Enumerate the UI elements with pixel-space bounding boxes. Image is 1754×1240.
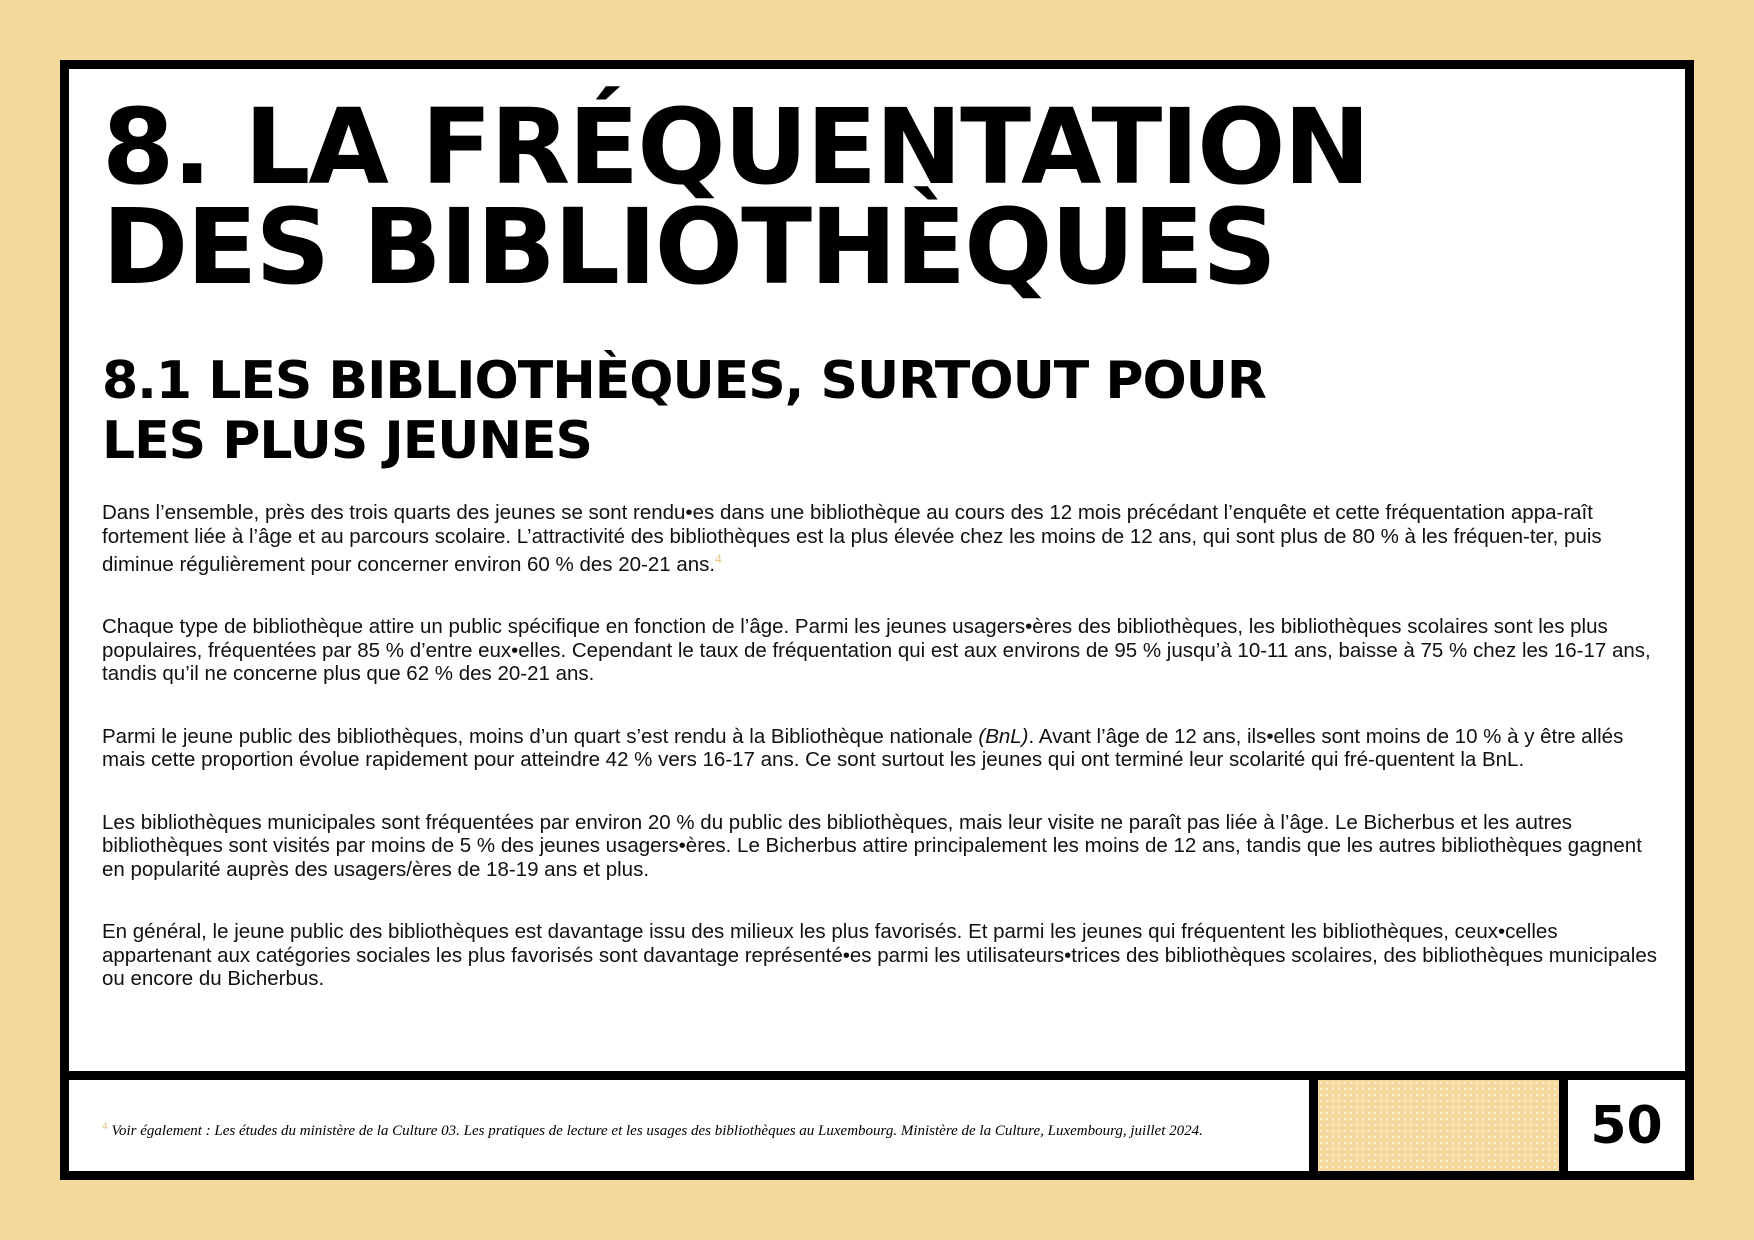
page-title-line-2: DES BIBLIOTHÈQUES [102, 186, 1275, 308]
paragraph-1 [102, 501, 1662, 576]
section-heading-line-1: 8.1 LES BIBLIOTHÈQUES, SURTOUT POUR [102, 351, 1266, 411]
dotted-pattern-panel [1318, 1080, 1568, 1171]
page-number: 50 [1590, 1095, 1663, 1156]
body-text [102, 501, 1662, 1030]
bnl-abbreviation: (BnL) [978, 724, 1029, 748]
page-title [102, 86, 1369, 308]
paragraph-3-text-end: . Avant l’âge de 12 ans, ils•elles sont moins de 10 % à y être allés mais cette proportion évolue rapidement pour atteindre 42 % vers 16-17 ans. Ce sont surtout les jeunes qui ont terminé leur scolarité qui fré-quentent la BnL. [102, 724, 1624, 772]
paragraph-3-text-start: Parmi le jeune public des bibliothèques, moins d’un quart s’est rendu à la Bibliothèque nationale [102, 724, 979, 748]
footnote-text: Voir également : Les études du ministère de la Culture 03. Les pratiques de lecture et les usages des bibliothèques au Luxembourg. Ministère de la Culture, Luxembourg, juillet 2024. [111, 1123, 1203, 1139]
page-title-line-1: 8. LA FRÉQUENTATION [102, 86, 1369, 208]
paragraph-1-text: Dans l’ensemble, près des trois quarts des jeunes se sont rendu•es dans une bibliothèque au cours des 12 mois précédant l’enquête et cette fréquentation appa-raît fortement liée à l’âge et au parcours scolaire. L’attractivité des bibliothèques est la plus élevée chez les moins de 12 ans, qui sont plus de 80 % à les fréquen-ter, puis diminue régulièrement pour concerner environ 60 % des 20-21 ans. [102, 501, 1602, 576]
page-number-box [1568, 1080, 1685, 1171]
page-footer [69, 1080, 1685, 1171]
paragraph-5: En général, le jeune public des bibliothèques est davantage issu des milieux les plus favorisés. Et parmi les jeunes qui fréquentent les bibliothèques, ceux•celles appartenant aux catégories sociales les plus favorisés sont davantage représenté•es parmi les utilisateurs•trices des bibliothèques scolaires, des bibliothèques municipales ou encore du Bicherbus. [102, 920, 1657, 991]
page-frame [60, 60, 1694, 1180]
paragraph-4: Les bibliothèques municipales sont fréquentées par environ 20 % du public des bibliothèques, mais leur visite ne paraît pas liée à l’âge. Le Bicherbus et les autres bibliothèques sont visités par moins de 5 % des jeunes usagers•ères. Le Bicherbus attire principalement les moins de 12 ans, tandis que les autres bibliothèques gagnent en popularité auprès des usagers/ères de 18-19 ans et plus. [102, 810, 1642, 881]
footnote-number: 4 [102, 1120, 108, 1132]
paragraph-2: Chaque type de bibliothèque attire un public spécifique en fonction de l’âge. Parmi les jeunes usagers•ères des bibliothèques, les bibliothèques scolaires sont les plus populaires, fréquentées par 85 % d’entre eux•elles. Cependant le taux de fréquentation qui est aux environs de 95 % jusqu’à 10-11 ans, baisse à 75 % chez les 16-17 ans, tandis qu’il ne concerne plus que 62 % des 20-21 ans. [102, 615, 1651, 686]
footnote [102, 1120, 1203, 1140]
paragraph-3 [102, 725, 1662, 772]
section-heading [102, 351, 1266, 471]
section-heading-line-2: LES PLUS JEUNES [102, 411, 592, 471]
footnote-box [69, 1080, 1318, 1171]
footnote-reference: 4 [715, 552, 722, 566]
main-content-panel [69, 69, 1685, 1080]
